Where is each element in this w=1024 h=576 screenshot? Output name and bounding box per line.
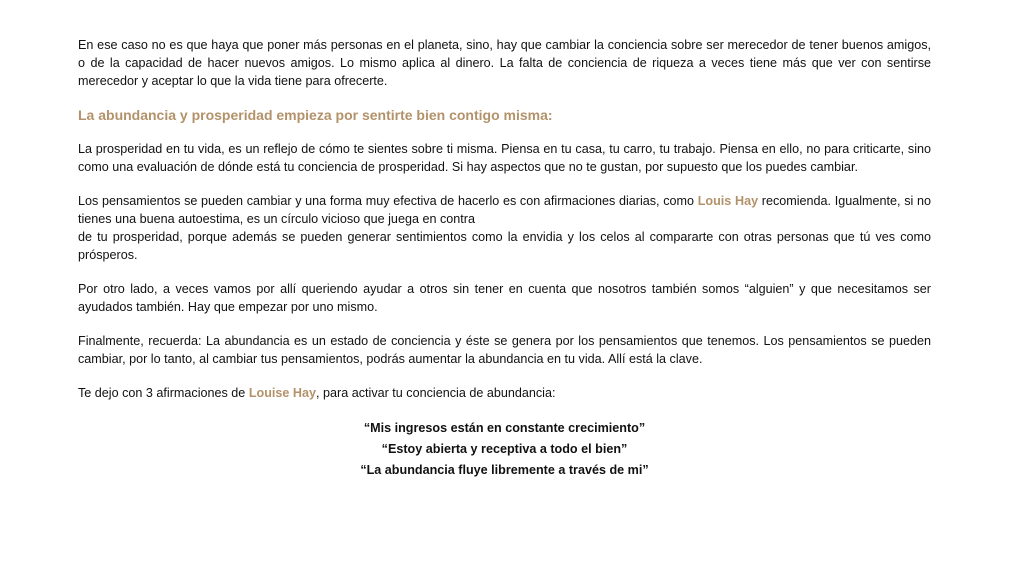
louis-hay-link[interactable]: Louis Hay xyxy=(697,194,759,208)
affirmation-item: “Mis ingresos están en constante crecimiento” xyxy=(363,421,646,435)
article-body xyxy=(78,36,931,481)
paragraph-helping: Por otro lado, a veces vamos por allí queriendo ayudar a otros sin tener en cuenta que nosotros también somos “alguien” y que necesitamos ser ayudados también. Hay que empezar por uno mismo. xyxy=(78,282,931,314)
section-heading: La abundancia y prosperidad empieza por sentirte bien contigo misma: xyxy=(78,107,553,123)
affirmations-intro-end: , para activar tu conciencia de abundancia: xyxy=(316,386,556,400)
paragraph-conclusion: Finalmente, recuerda: La abundancia es un estado de conciencia y éste se genera por los pensamientos que tenemos. Los pensamientos se pueden cambiar, por lo tanto, al cambiar tus pensamientos, podrás aumentar la abundancia en tu vida. Allí está la clave. xyxy=(78,334,931,366)
paragraph-thoughts-continued: de tu prosperidad, porque además se pueden generar sentimientos como la envidia y los celos al compararte con otras personas que tú ves como prósperos. xyxy=(78,230,931,262)
paragraph-thoughts-end: recomienda. Igualmente, si no tienes una buena autoestima, es un círculo vicioso que juega en contra xyxy=(78,194,931,226)
affirmations-intro-start: Te dejo con 3 afirmaciones de xyxy=(78,386,249,400)
affirmation-item: “Estoy abierta y receptiva a todo el bien” xyxy=(381,442,628,456)
paragraph-affirmations-intro xyxy=(78,384,931,402)
paragraph-intro: En ese caso no es que haya que poner más personas en el planeta, sino, hay que cambiar la conciencia sobre ser merecedor de tener buenos amigos, o de la capacidad de hacer nuevos amigos. Lo mismo aplica al dinero. La falta de conciencia de riqueza a veces tiene más que ver con sentirse merecedor y aceptar lo que la vida tiene para ofrecerte. xyxy=(78,38,931,88)
louise-hay-link[interactable]: Louise Hay xyxy=(248,386,317,400)
affirmation-item: “La abundancia fluye libremente a través de mi” xyxy=(360,463,649,477)
affirmations-list xyxy=(78,418,931,481)
paragraph-prosperity: La prosperidad en tu vida, es un reflejo de cómo te sientes sobre ti misma. Piensa en tu casa, tu carro, tu trabajo. Piensa en ello, no para criticarte, sino como una evaluación de dónde está tu conciencia de prosperidad. Si hay aspectos que no te gustan, por supuesto que los puedes cambiar. xyxy=(78,142,931,174)
paragraph-thoughts xyxy=(78,192,931,228)
paragraph-thoughts-start: Los pensamientos se pueden cambiar y una forma muy efectiva de hacerlo es con afirmaciones diarias, como xyxy=(78,194,698,208)
